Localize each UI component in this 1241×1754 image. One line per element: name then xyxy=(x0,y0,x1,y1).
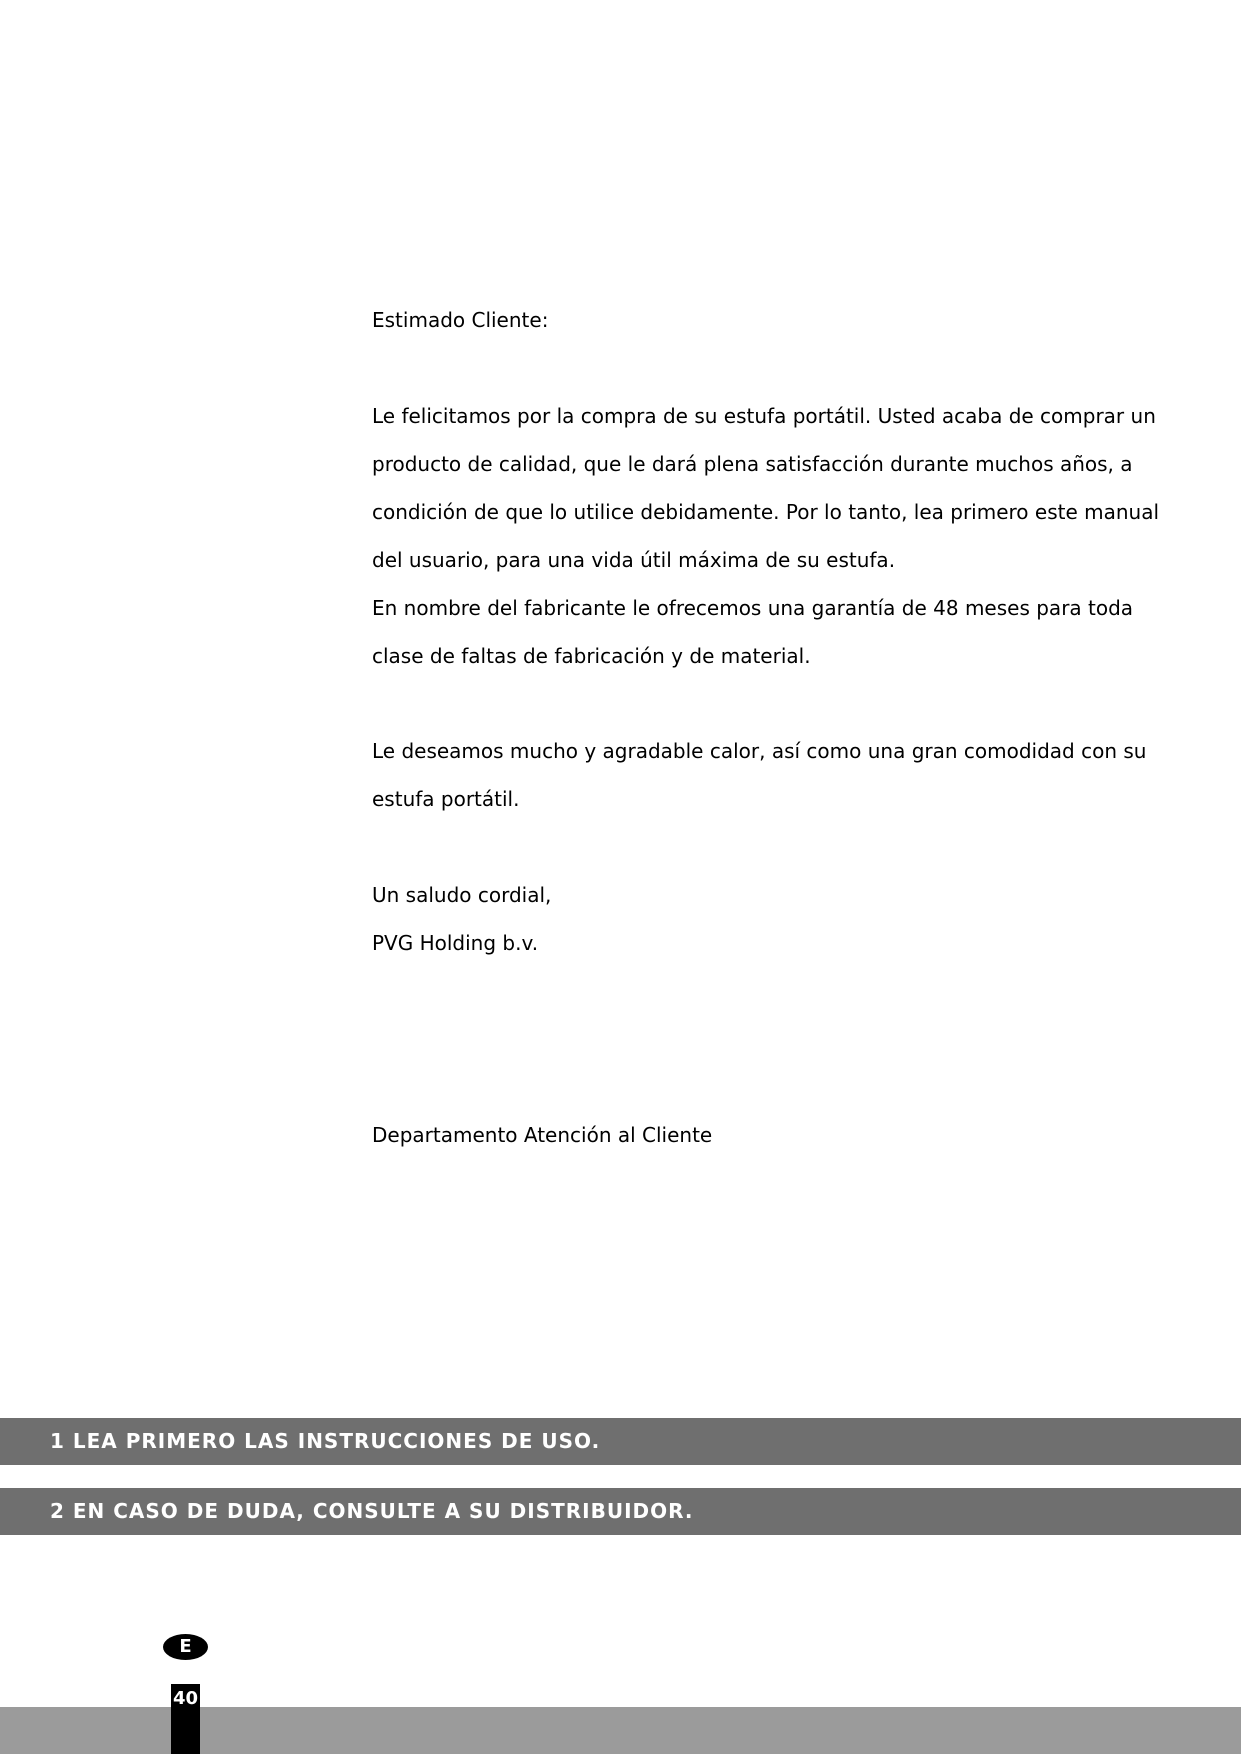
paragraph-line: producto de calidad, que le dará plena satisfacción durante muchos años, a xyxy=(372,452,1133,476)
instruction-band-2-text: 2 EN CASO DE DUDA, CONSULTE A SU DISTRIBUIDOR. xyxy=(50,1499,694,1523)
paragraph-wishes xyxy=(372,727,1147,823)
paragraph-line: Le deseamos mucho y agradable calor, así como una gran comodidad con su xyxy=(372,739,1147,763)
paragraph-purchase xyxy=(372,392,1160,680)
paragraph-line: del usuario, para una vida útil máxima de su estufa. xyxy=(372,548,896,572)
instruction-band-2 xyxy=(0,1488,1241,1535)
department-signature: Departamento Atención al Cliente xyxy=(372,1123,713,1147)
paragraph-line: Le felicitamos por la compra de su estufa portátil. Usted acaba de comprar un xyxy=(372,404,1156,428)
greeting: Estimado Cliente: xyxy=(372,308,549,332)
page-number: 40 xyxy=(171,1684,200,1754)
paragraph-line: clase de faltas de fabricación y de material. xyxy=(372,644,811,668)
paragraph-line: En nombre del fabricante le ofrecemos una garantía de 48 meses para toda xyxy=(372,596,1134,620)
instruction-band-1 xyxy=(0,1418,1241,1465)
paragraph-line: estufa portátil. xyxy=(372,787,520,811)
paragraph-line: condición de que lo utilice debidamente. Por lo tanto, lea primero este manual xyxy=(372,500,1160,524)
company-name: PVG Holding b.v. xyxy=(372,931,539,955)
instruction-band-1-text: 1 LEA PRIMERO LAS INSTRUCCIONES DE USO. xyxy=(50,1429,601,1453)
language-badge: E xyxy=(163,1634,208,1660)
closing: Un saludo cordial, xyxy=(372,883,552,907)
